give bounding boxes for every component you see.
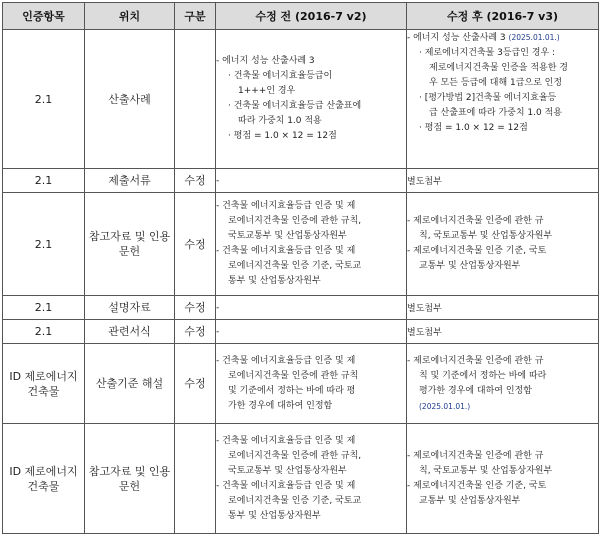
text-line: 칙, 국토교통부 및 산업통상자원부 [419,465,553,476]
cell-before [216,344,407,424]
cell-before: - [216,296,407,320]
text-line: 제로에너지건축물 인증을 적용한 경 [429,63,568,73]
cell-item: 2.1 [3,169,85,193]
cell-location: 관련서식 [85,320,175,344]
header-row [3,3,599,30]
table-row [3,296,599,320]
header-location: 위치 [85,3,175,30]
text-line: - 에너지 성능 산출사례 3 [216,56,315,66]
text-line: 급 산출표에 따라 가중치 1.0 적용 [429,108,562,118]
cell-before [216,424,407,534]
text-line [407,30,598,46]
text-line: - 건축물 에너지효율등급 인증 및 제 [216,355,356,366]
cell-kind: 수정 [175,169,216,193]
cell-location: 산출기준 해설 [85,344,175,424]
text-line: 통부 및 산업통상자원부 [228,276,321,286]
text-line: · 제로에너지건축물 3등급인 경우 : [419,48,556,58]
text-line: · 평점 = 1.0 × 12 = 12점 [228,131,337,141]
text-line: - 제로에너지건축물 인증에 관한 규 [407,355,544,366]
header-kind: 구분 [175,3,216,30]
cell-before [216,30,407,169]
text-line: - 제로에너지건축물 인증에 관한 규 [407,216,544,226]
revision-table [2,2,599,534]
cell-item: 2.1 [3,193,85,296]
cell-kind: 수정 [175,193,216,296]
text-line: · 건축물 에너지효율등급이 [228,71,333,81]
cell-kind: 수정 [175,296,216,320]
text-line: 따라 가중치 1.0 적용 [238,116,322,126]
cell-kind [175,30,216,169]
text-line: 1+++인 경우 [238,86,296,96]
cell-after: 별도첨부 [407,169,599,193]
cell-after [407,344,599,424]
cell-after: 별도첨부 [407,296,599,320]
text-line: 우 모든 등급에 대해 1급으로 인정 [429,78,563,88]
text-line: 국토교통부 및 산업통상자원부 [228,465,347,476]
text-line: - 건축물 에너지효율등급 인증 및 제 [216,480,356,491]
cell-after [407,424,599,534]
cell-kind: 수정 [175,344,216,424]
cell-location: 제출서류 [85,169,175,193]
cell-item: 2.1 [3,320,85,344]
text-line: 로에너지건축물 인증에 관한 규칙 [228,370,359,381]
text-line: - 제로에너지건축물 인증에 관한 규 [407,450,544,461]
cell-before [216,193,407,296]
cell-kind [175,424,216,534]
table-row [3,30,599,169]
text-line: 및 기준에서 정하는 바에 따라 평 [228,385,356,396]
table-row [3,424,599,534]
table-row [3,169,599,193]
text-line: 교통부 및 산업통상자원부 [419,495,521,506]
date-note: (2025.01.01.) [508,33,560,42]
text-line: · 건축물 에너지효율등급 산출표에 [228,101,362,111]
text-line: 로에너지건축물 인증 기준, 국토교 [228,261,362,271]
cell-item: 2.1 [3,30,85,169]
text-line: - 건축물 에너지효율등급 인증 및 제 [216,246,356,256]
text-line: 가한 경우에 대하여 인정함 [228,400,333,411]
cell-location: 설명자료 [85,296,175,320]
cell-location: 참고자료 및 인용문헌 [85,193,175,296]
text-line: · 평점 = 1.0 × 12 = 12점 [419,123,528,133]
cell-item: ID 제로에너지 건축물 [3,344,85,424]
text-line: 국토교통부 및 산업통상자원부 [228,231,347,241]
cell-item: ID 제로에너지 건축물 [3,424,85,534]
date-note: (2025.01.01.) [419,401,471,411]
table-row [3,320,599,344]
cell-location: 산출사례 [85,30,175,169]
cell-before: - [216,169,407,193]
text-line: - 건축물 에너지효율등급 인증 및 제 [216,201,356,211]
cell-after [407,30,599,169]
text-line: 평가한 경우에 대하여 인정함 [419,385,532,396]
text-line: 로에너지건축물 인증 기준, 국토교 [228,495,362,506]
table-row [3,193,599,296]
header-after: 수정 후 (2016-7 v3) [407,3,599,30]
cell-item: 2.1 [3,296,85,320]
text-line: 칙, 국토교통부 및 산업통상자원부 [419,231,553,241]
cell-kind: 수정 [175,320,216,344]
cell-after [407,193,599,296]
text-line: - 제로에너지건축물 인증 기준, 국토 [407,246,547,256]
table-row [3,344,599,424]
text-line: - 제로에너지건축물 인증 기준, 국토 [407,480,547,491]
text-line: 로에너지건축물 인증에 관한 규칙, [228,216,362,226]
text-line: 로에너지건축물 인증에 관한 규칙, [228,450,362,461]
text-line: 통부 및 산업통상자원부 [228,510,321,521]
text-line: 교통부 및 산업통상자원부 [419,261,521,271]
text-line: 칙 및 기준에서 정하는 바에 따라 [419,370,547,381]
cell-before: - [216,320,407,344]
text-span: - 에너지 성능 산출사례 3 [407,33,506,43]
header-item: 인증항목 [3,3,85,30]
header-before: 수정 전 (2016-7 v2) [216,3,407,30]
cell-location: 참고자료 및 인용문헌 [85,424,175,534]
text-line: - 건축물 에너지효율등급 인증 및 제 [216,435,356,446]
text-line: · [평가방법 2]건축물 에너지효율등 [419,93,557,103]
cell-after: 별도첨부 [407,320,599,344]
